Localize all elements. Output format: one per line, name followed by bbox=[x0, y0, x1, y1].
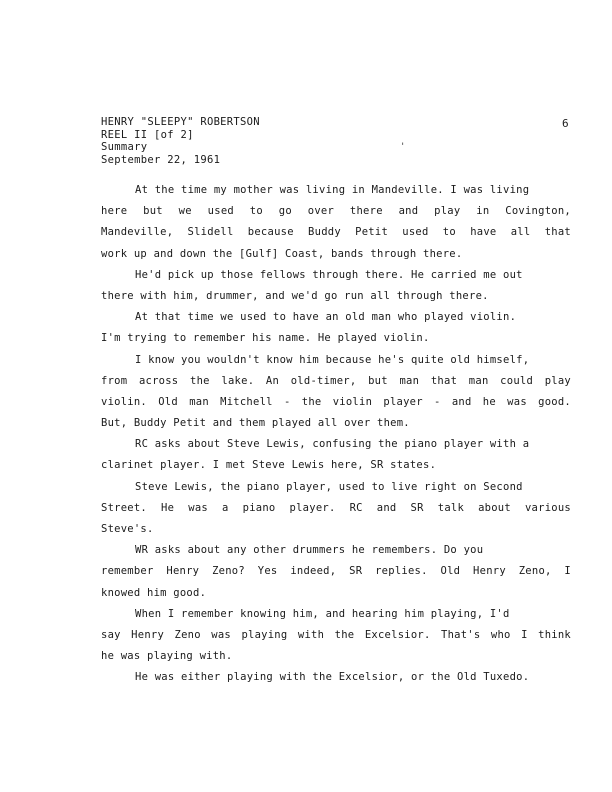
text-line: At that time we used to have an old man who played violin. bbox=[135, 311, 517, 324]
summary-body bbox=[101, 180, 571, 689]
text-line: RC asks about Steve Lewis, confusing the piano player with a bbox=[135, 438, 530, 451]
text-line: remember Henry Zeno? Yes indeed, SR replies. Old Henry Zeno, I bbox=[101, 565, 571, 578]
text-line: he was playing with. bbox=[101, 650, 233, 663]
text-line: violin. Old man Mitchell - the violin player - and he was good. bbox=[101, 395, 571, 408]
text-line: Mandeville, Slidell because Buddy Petit used to have all that bbox=[101, 226, 571, 239]
text-line: from across the lake. An old-timer, but man that man could play bbox=[101, 374, 571, 387]
document-header bbox=[101, 116, 260, 166]
reel-label: REEL II [of 2] bbox=[101, 128, 194, 141]
text-line: But, Buddy Petit and them played all over them. bbox=[101, 417, 410, 430]
text-line: there with him, drummer, and we'd go run all through there. bbox=[101, 289, 489, 302]
text-line: He was either playing with the Excelsior, or the Old Tuxedo. bbox=[135, 671, 530, 684]
text-line: say Henry Zeno was playing with the Excelsior. That's who I think bbox=[101, 628, 571, 641]
text-line: work up and down the [Gulf] Coast, bands through there. bbox=[101, 247, 463, 260]
text-line: I know you wouldn't know him because he's quite old himself, bbox=[135, 353, 530, 366]
text-line: Street. He was a piano player. RC and SR talk about various bbox=[101, 501, 571, 514]
text-line: When I remember knowing him, and hearing him playing, I'd bbox=[135, 607, 510, 620]
interview-date: September 22, 1961 bbox=[101, 153, 221, 166]
text-line: here but we used to go over there and play in Covington, bbox=[101, 205, 571, 218]
text-line: At the time my mother was living in Mandeville. I was living bbox=[135, 184, 530, 196]
page-number: 6 bbox=[562, 117, 569, 130]
text-line: knowed him good. bbox=[101, 586, 207, 599]
text-line: I'm trying to remember his name. He played violin. bbox=[101, 332, 430, 345]
text-line: clarinet player. I met Steve Lewis here, SR states. bbox=[101, 459, 437, 472]
interviewee-name: HENRY "SLEEPY" ROBERTSON bbox=[101, 116, 260, 128]
text-line: Steve Lewis, the piano player, used to live right on Second bbox=[135, 480, 523, 493]
stray-mark: ' bbox=[400, 142, 406, 152]
text-line: WR asks about any other drummers he remembers. Do you bbox=[135, 544, 484, 557]
text-line: Steve's. bbox=[101, 523, 154, 535]
text-line: He'd pick up those fellows through there. He carried me out bbox=[135, 268, 523, 281]
document-type: Summary bbox=[101, 141, 148, 153]
